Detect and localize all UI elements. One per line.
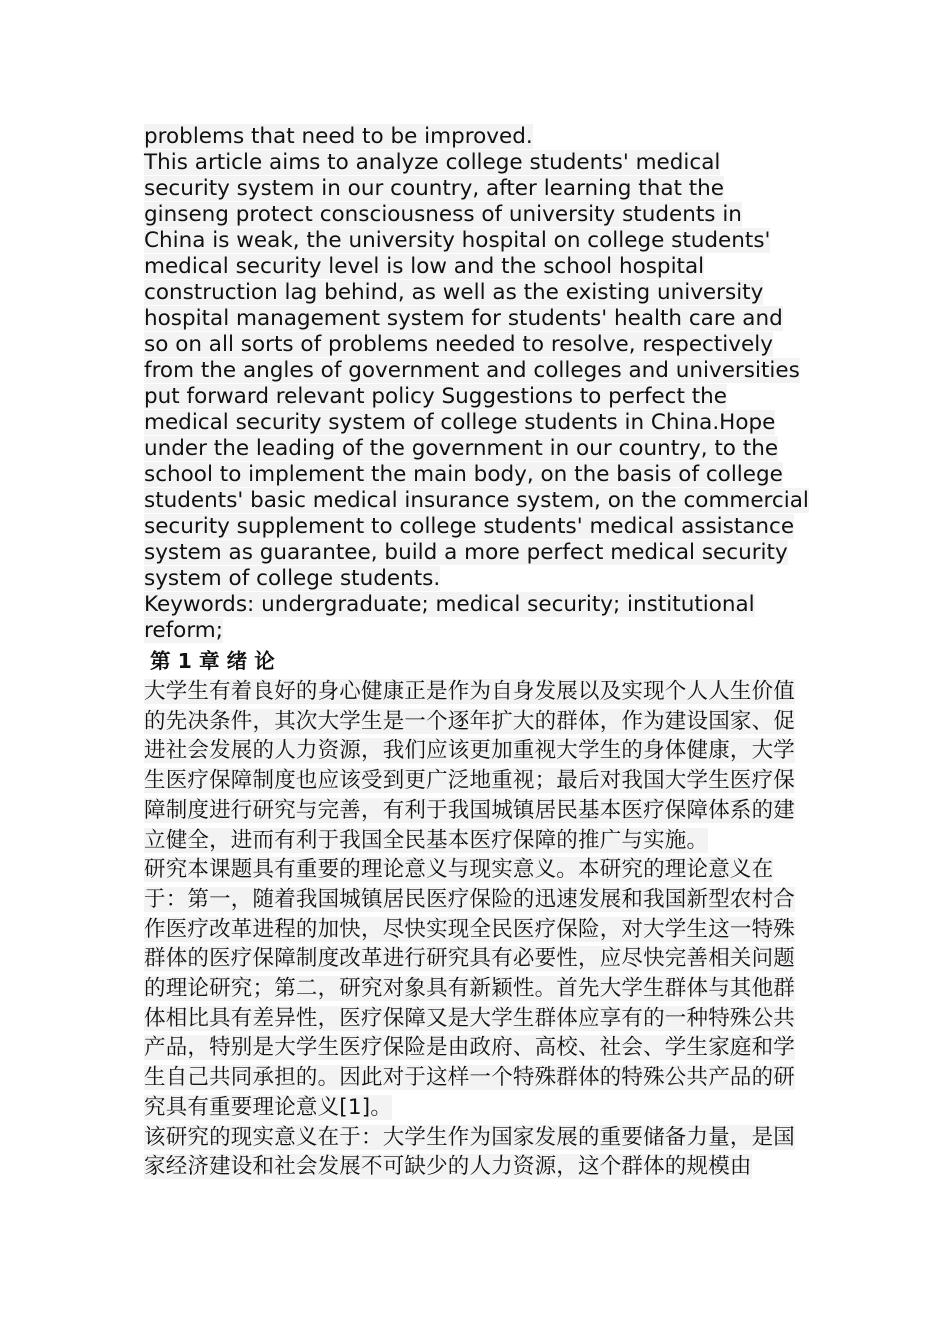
keywords-line (144, 592, 809, 644)
paragraph-text: This article aims to analyze college students' medical security system in our country, after learning that the ginseng protect consciousness of university students in China is weak, the university hospital on college students' medical security level is low and the school hospital construction lag behind, as well as the existing university hospital management system for students' health care and so on all sorts of problems needed to resolve, respectively from the angles of government and colleges and universities put forward relevant policy Suggestions to perfect the medical security system of college students in China.Hope under the leading of the government in our country, to the school to implement the main body, on the basis of college students' basic medical insurance system, on the commercial security supplement to college students' medical assistance system as guarantee, build a more perfect medical security system of college students. (144, 150, 809, 591)
paragraph-text: 大学生有着良好的身心健康正是作为自身发展以及实现个人人生价值的先决条件，其次大学生是一个逐年扩大的群体，作为建设国家、促进社会发展的人力资源，我们应该更加重视大学生的身体健康，大学生医疗保障制度也应该受到更广泛地重视；最后对我国大学生医疗保障制度进行研究与完善，有利于我国城镇居民基本医疗保障体系的建立健全，进而有利于我国全民基本医疗保障的推广与实施。 (144, 679, 796, 853)
abstract-continuation (144, 124, 809, 150)
chapter-heading (144, 646, 809, 676)
paragraph-text: 研究本课题具有重要的理论意义与现实意义。本研究的理论意义在于：第一，随着我国城镇居民医疗保险的迅速发展和我国新型农村合作医疗改革进程的加快，尽快实现全民医疗保险，对大学生这一特殊群体的医疗保障制度改革进行研究具有必要性，应尽快完善相关问题的理论研究；第二，研究对象具有新颖性。首先大学生群体与其他群体相比具有差异性，医疗保障又是大学生群体应享有的一种特殊公共产品，特别是大学生医疗保险是由政府、高校、社会、学生家庭和学生自己共同承担的。因此对于这样一个特殊群体的特殊公共产品的研究具有重要理论意义[1]。 (144, 857, 796, 1120)
chinese-paragraph-2 (144, 855, 809, 1122)
abstract-english (144, 150, 809, 592)
paragraph-text: 该研究的现实意义在于：大学生作为国家发展的重要储备力量，是国家经济建设和社会发展不可缺少的人力资源，这个群体的规模由 (144, 1124, 796, 1180)
paragraph-text: Keywords: undergraduate; medical security; institutional reform; (144, 592, 755, 643)
chapter-heading-text: 第 1 章 绪 论 (150, 649, 275, 673)
chinese-paragraph-1 (144, 677, 809, 855)
document-page (144, 124, 809, 1182)
paragraph-text: problems that need to be improved. (144, 124, 533, 149)
chinese-paragraph-3 (144, 1123, 809, 1182)
